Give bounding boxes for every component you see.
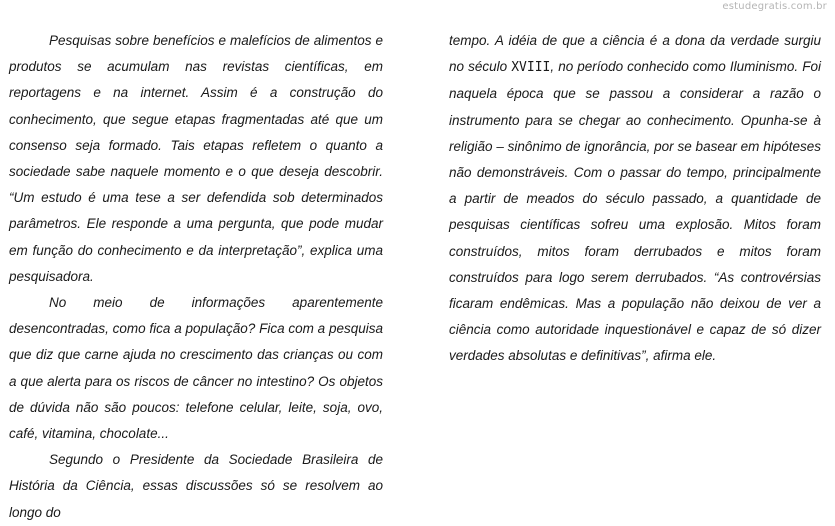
paragraph-science-history: [449, 28, 821, 370]
site-watermark: estudegratis.com.br: [722, 1, 827, 12]
paragraph-president-quote-start: Segundo o Presidente da Sociedade Brasileira de História da Ciência, essas discussões só se resolvem ao longo do: [9, 452, 383, 520]
paragraph-research-accumulate: Pesquisas sobre benefícios e malefícios de alimentos e produtos se acumulam nas revistas científicas, em reportagens e na internet. Assim é a construção do conhecimento, que segue etapas fragmentadas até que um consenso seja formado. Tais etapas refletem o quanto a sociedade sabe naquele momento e o que deseja descobrir. “Um estudo é uma tese a ser defendida sob determinados parâmetros. Ele responde a uma pergunta, que pode mudar em função do conhecimento e da interpretação”, explica uma pesquisadora.: [9, 33, 383, 284]
science-history-text-start: tempo. A idéia de que a ciência é a dona da verdade surgiu no século: [449, 33, 821, 75]
text-column-right: [449, 28, 821, 370]
paragraph-population-doubt: No meio de informações aparentemente desencontradas, como fica a população? Fica com a pesquisa que diz que carne ajuda no crescimento das crianças ou com a que alerta para os riscos de câncer no intestino? Os objetos de dúvida não são poucos: telefone celular, leite, soja, ovo, café, vitamina, chocolate...: [9, 295, 383, 442]
century-numeral: XVIII: [511, 60, 551, 76]
science-history-text-end: , no período conhecido como Iluminismo. Foi naquela época que se passou a considerar a razão o instrumento para se chegar ao conhecimento. Opunha-se à religião – sinônimo de ignorância, por se basear em hipóteses não demonstráveis. Com o passar do tempo, principalmente a partir de meados do século passado, a quantidade de pesquisas científicas sofreu uma explosão. Mitos foram construídos, mitos foram derrubados e mitos foram construídos para logo serem derrubados. “As controvérsias ficaram endêmicas. Mas a população não deixou de ver a ciência como autoridade inquestionável e capaz de só dizer verdades absolutas e definitivas”, afirma ele.: [449, 59, 821, 364]
text-column-left: [9, 28, 383, 526]
